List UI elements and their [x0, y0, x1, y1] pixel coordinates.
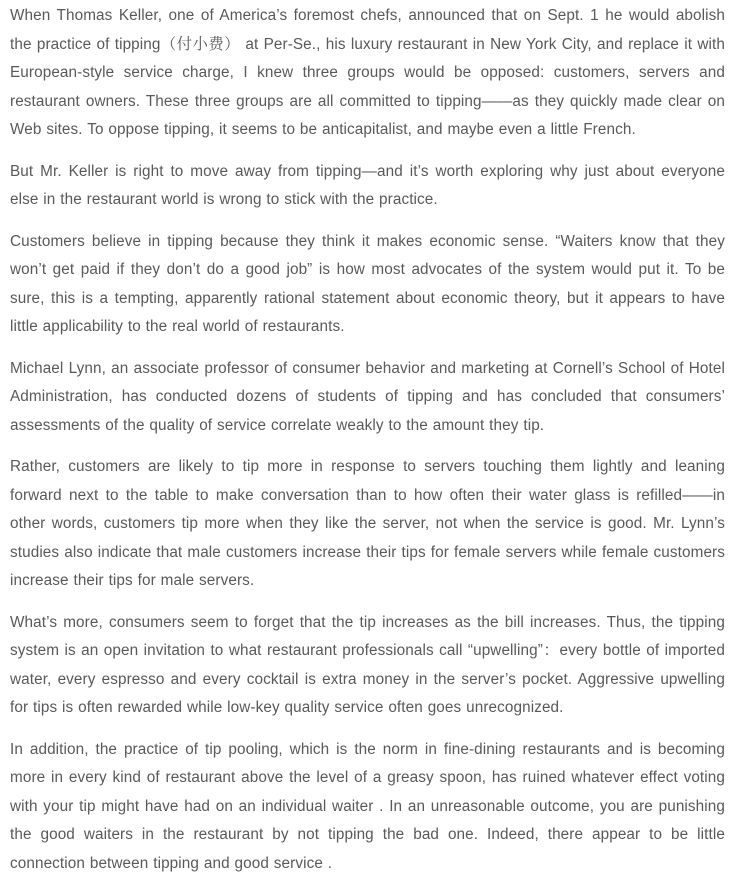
- paragraph-4: Michael Lynn, an associate professor of consumer behavior and marketing at Cornell’s School of Hotel Administration, has conducted dozens of students of tipping and has concluded that consumers’ assessments of the quality of service correlate weakly to the amount they tip.: [10, 359, 725, 434]
- paragraph-1: When Thomas Keller, one of America’s foremost chefs, announced that on Sept. 1 he would abolish the practice of tipping（付小费） at Per-Se., his luxury restaurant in New York City, and replace it with European-style service charge, I knew three groups would be opposed: customers, servers and restaurant owners. These three groups are all committed to tipping——as they quickly made clear on Web sites. To oppose tipping, it seems to be anticapitalist, and maybe even a little French.: [10, 7, 725, 138]
- paragraph-6: What’s more, consumers seem to forget that the tip increases as the bill increases. Thus, the tipping system is an open invitation to what restaurant professionals call “upwelling”：every bottle of imported water, every espresso and every cocktail is extra money in the server’s pocket. Aggressive upwelling for tips is often rewarded while low-key quality service often goes unrecognized.: [10, 613, 725, 716]
- paragraph-7: In addition, the practice of tip pooling, which is the norm in fine-dining restaurants and is becoming more in every kind of restaurant above the level of a greasy spoon, has ruined whatever effect voting with your tip might have had on an individual waiter . In an unreasonable outcome, you are punishing the good waiters in the restaurant by not tipping the bad one. Indeed, there appear to be little connection between tipping and good service .: [10, 740, 725, 872]
- paragraph-5: Rather, customers are likely to tip more in response to servers touching them lightly and leaning forward next to the table to make conversation than to how often their water glass is refilled——in other words, customers tip more when they like the server, not when the service is good. Mr. Lynn’s studies also indicate that male customers increase their tips for female servers while female customers increase their tips for male servers.: [10, 458, 725, 589]
- paragraph-2: But Mr. Keller is right to move away from tipping—and it’s worth exploring why just about everyone else in the restaurant world is wrong to stick with the practice.: [10, 162, 725, 208]
- paragraph-3: Customers believe in tipping because they think it makes economic sense. “Waiters know that they won’t get paid if they don’t do a good job” is how most advocates of the system would put it. To be sure, this is a tempting, apparently rational statement about economic theory, but it appears to have little applicability to the real world of restaurants.: [10, 232, 725, 335]
